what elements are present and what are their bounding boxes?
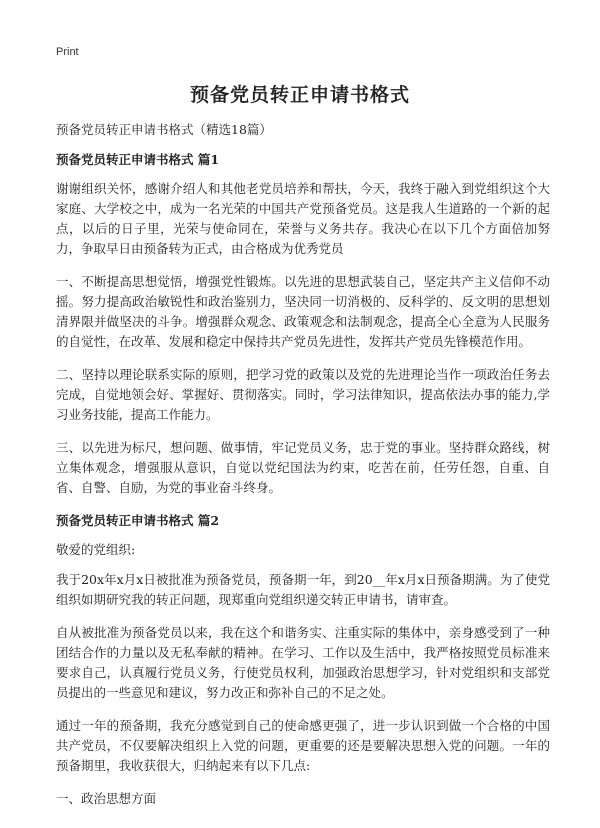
section1-paragraph-4: 三、以先进为标尺，想问题、做事情，牢记党员义务，忠于党的事业。坚持群众路线，树立集体观念，增强服从意识，自觉以党纪国法为约束，吃苦在前，任劳任怨，自重、自省、自警、自励，为党的事业奋斗终身。 [56, 440, 550, 495]
section1-paragraph-3: 二、坚持以理论联系实际的原则，把学习党的政策以及党的先进理论当作一项政治任务去完成，自觉地领会好、掌握好、贯彻落实。同时，学习法律知识，提高依法办事的能力,学习业务技能，提高工作能力。 [56, 367, 550, 422]
section1-paragraph-2: 一、不断提高思想觉悟，增强党性锻炼。以先进的思想武装自己，坚定共产主义信仰不动摇。努力提高政治敏锐性和政治鉴别力，坚决同一切消极的、反科学的、反文明的思想划清界限并做坚决的斗争。增强群众观念、政策观念和法制观念，提高全心全意为人民服务的自觉性，在改革、发展和稳定中保持共产党员先进性，发挥共产党员先锋模范作用。 [56, 274, 550, 349]
section2-salutation: 敬爱的党组织: [56, 542, 136, 557]
page-title: 预备党员转正申请书格式 [189, 84, 410, 106]
section2-subheading: 一、政治思想方面 [56, 791, 157, 806]
section2-paragraph-3: 通过一年的预备期，我充分感觉到自己的使命感更强了，进一步认识到做一个合格的中国共产党员，不仅要解决组织上入党的问题，更重要的还是要解决思想入党的问题。一年的预备期里，我收获很大，归纳起来有以下几点: [56, 718, 550, 773]
section1-paragraph-1: 谢谢组织关怀，感谢介绍人和其他老党员培养和帮扶，今天，我终于融入到党组织这个大家庭、大学校之中，成为一名光荣的中国共产党预备党员。这是我人生道路的一个新的起点，以后的日子里，光荣与使命同在，荣誉与义务共存。我决心在以下几个方面倍加努力，争取早日由预备转为正式，由合格成为优秀党员 [56, 181, 550, 256]
print-label[interactable]: Print [56, 46, 79, 58]
section-heading-2: 预备党员转正申请书格式 篇2 [56, 513, 220, 528]
section2-paragraph-2: 自从被批准为预备党员以来，我在这个和谐务实、注重实际的集体中，亲身感受到了一种团结合作的力量以及无私奉献的精神。在学习、工作以及生活中，我严格按照党员标准来要求自己，认真履行党员义务，行使党员权利，加强政治思想学习，针对党组织和支部党员提出的一些意见和建议，努力改正和弥补自己的不足之处。 [56, 625, 550, 700]
section2-paragraph-1: 我于20x年x月x日被批准为预备党员，预备期一年，到20__年x月x日预备期满。为了使党组织如期研究我的转正问题，现郑重向党组织递交转正申请书，请审查。 [56, 572, 550, 607]
document-subtitle: 预备党员转正申请书格式（精选18篇） [56, 122, 272, 137]
section-heading-1: 预备党员转正申请书格式 篇1 [56, 152, 220, 167]
document-body [56, 120, 550, 822]
